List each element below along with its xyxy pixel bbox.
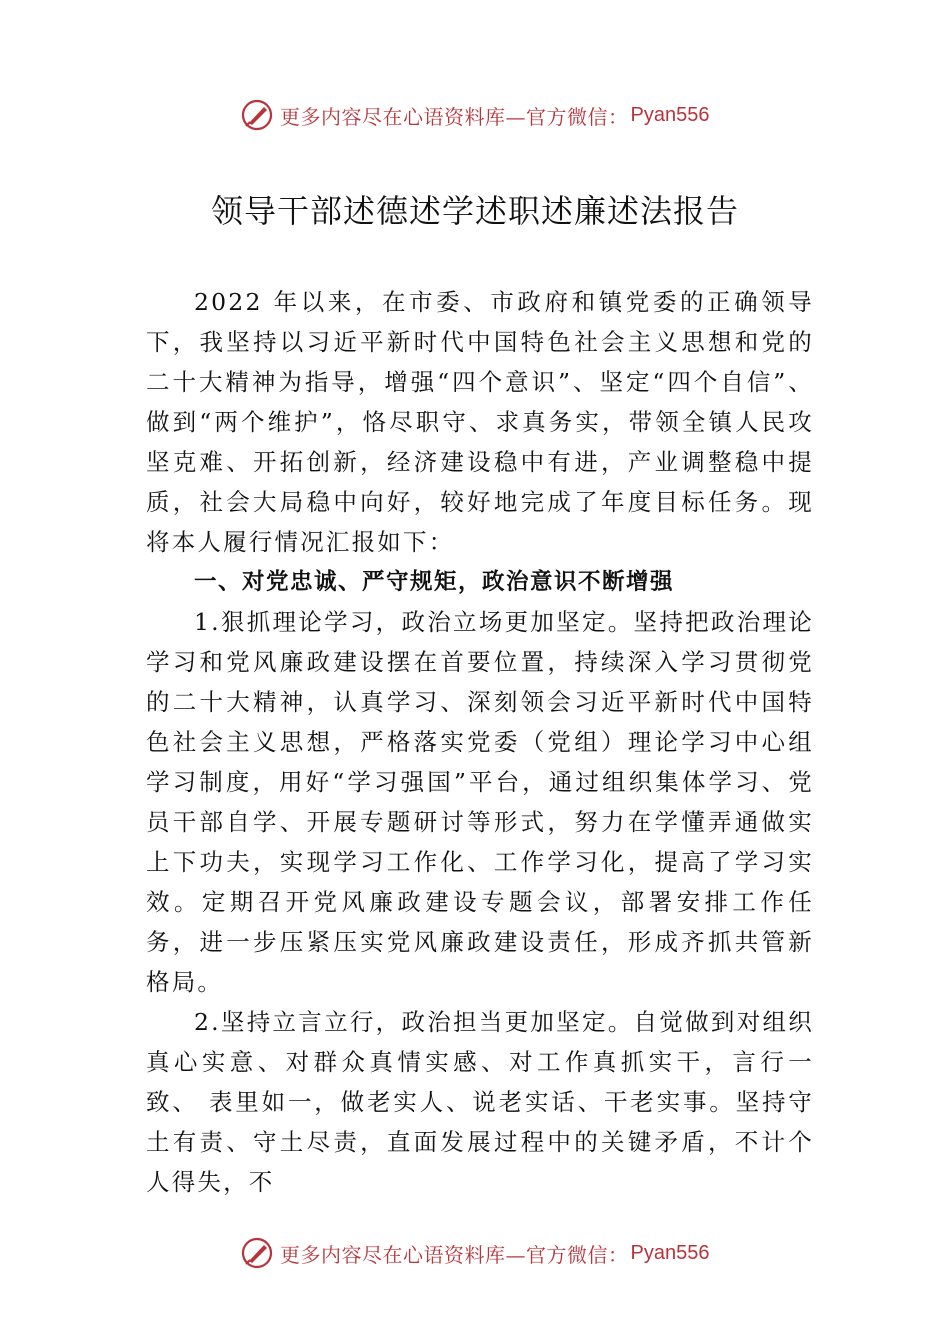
quill-icon <box>240 98 274 132</box>
document-title: 领导干部述德述学述职述廉述法报告 <box>210 192 739 230</box>
document-body <box>146 282 814 1202</box>
section-heading: 一、对党忠诚、严守规矩，政治意识不断增强 <box>194 569 675 595</box>
paragraph-1: 1.狠抓理论学习，政治立场更加坚定。坚持把政治理论学习和党风廉政建设摆在首要位置，持续深入学习贯彻党的二十大精神，认真学习、深刻领会习近平新时代中国特色社会主义思想，严格落实党委（党组）理论学习中心组学习制度，用好“学习强国”平台，通过组织集体学习、党员干部自学、开展专题研讨等形式，努力在学懂弄通做实上下功夫，实现学习工作化、工作学习化，提高了学习实效。定期召开党风廉政建设专题会议，部署安排工作任务，进一步压紧压实党风廉政建设责任，形成齐抓共管新格局。 <box>146 608 814 996</box>
brand-text: 更多内容尽在心语资料库—官方微信： <box>280 104 629 129</box>
intro-paragraph: 2022 年以来，在市委、市政府和镇党委的正确领导下，我坚持以习近平新时代中国特色社会主义思想和党的二十大精神为指导，增强“四个意识”、坚定“四个自信”、做到“两个维护”，恪尽职守、求真务实，带领全镇人民攻坚克难、开拓创新，经济建设稳中有进，产业调整稳中提质，社会大局稳中向好，较好地完成了年度目标任务。现将本人履行情况汇报如下： <box>146 288 814 556</box>
brand-wechat-id: Pyan556 <box>630 103 710 126</box>
brand-text: 更多内容尽在心语资料库—官方微信： <box>280 1242 629 1267</box>
brand-wechat-id: Pyan556 <box>630 1241 710 1264</box>
quill-icon <box>240 1236 274 1270</box>
paragraph-2: 2.坚持立言立行，政治担当更加坚定。自觉做到对组织真心实意、对群众真情实感、对工作真抓实干，言行一致、 表里如一，做老实人、说老实话、干老实事。坚持守土有责、守土尽责，直面发展过程中的关键矛盾，不计个人得失，不 <box>146 1008 814 1196</box>
header-watermark <box>240 95 760 135</box>
footer-watermark <box>240 1233 760 1273</box>
